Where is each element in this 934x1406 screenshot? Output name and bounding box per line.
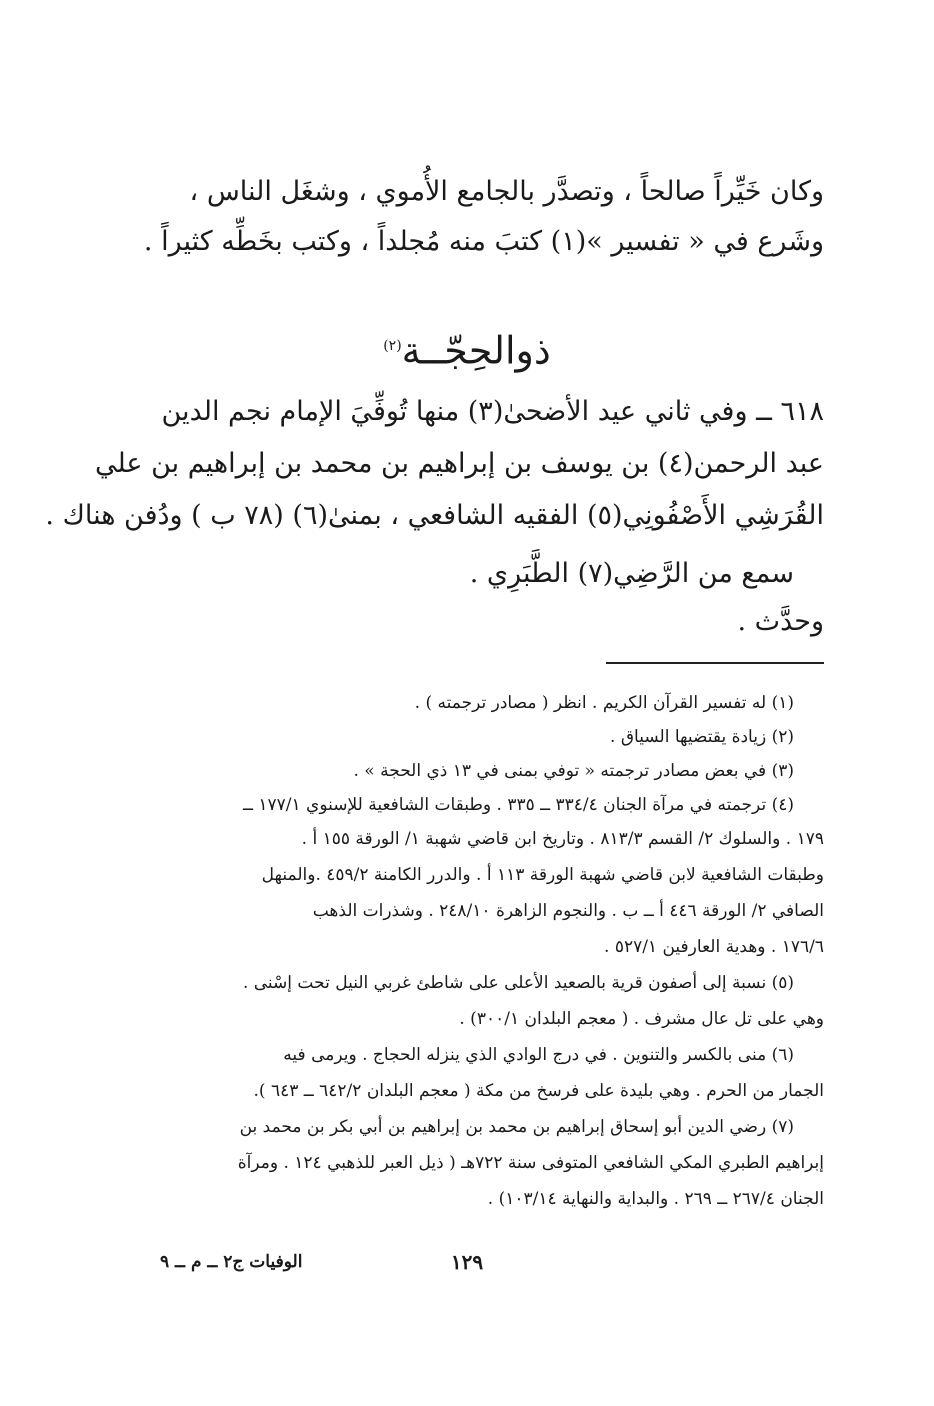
footnote-5-line-1: (٥) نسبة إلى أصفون قرية بالصعيد الأعلى على شاطئ غربي النيل تحت إسْنى . bbox=[242, 973, 794, 993]
section-title: ذوالحِجّــة bbox=[401, 328, 551, 373]
intro-line-1: وكان خَيِّراً صالحاً ، وتصدَّر بالجامع الأُموي ، وشغَل الناس ، bbox=[189, 176, 824, 207]
section-note-mark: (٢) bbox=[383, 338, 402, 354]
entry-line-5: وحدَّث . bbox=[737, 606, 824, 637]
intro-line-2: وشَرع في « تفسير »(١) كتبَ منه مُجلداً ، وكتب بخَطِّه كثيراً . bbox=[143, 226, 824, 257]
signature-mark: الوفيات ج٢ ــ م ــ ٩ bbox=[160, 1252, 303, 1272]
section-heading bbox=[0, 318, 934, 379]
footnote-2: (٢) زيادة يقتضيها السياق . bbox=[610, 727, 794, 747]
footnote-5-line-2: وهي على تل عال مشرف . ( معجم البلدان ٣٠٠/١) . bbox=[459, 1009, 824, 1029]
footnote-7-line-3: الجنان ٢٦٧/٤ ــ ٢٦٩ . والبداية والنهاية ١٠٣/١٤) . bbox=[487, 1189, 824, 1209]
entry-line-2: عبد الرحمن(٤) بن يوسف بن إبراهيم بن محمد بن إبراهيم بن علي bbox=[94, 448, 824, 479]
footnote-7-line-2: إبراهيم الطبري المكي الشافعي المتوفى سنة ٧٢٢هـ ( ذيل العبر للذهبي ١٢٤ . ومرآة bbox=[237, 1153, 824, 1173]
footnote-6-line-2: الجمار من الحرم . وهي بليدة على فرسخ من مكة ( معجم البلدان ٦٤٢/٢ ــ ٦٤٣ ). bbox=[253, 1081, 824, 1101]
footnote-4-line-1: (٤) ترجمته في مرآة الجنان ٣٣٤/٤ ــ ٣٣٥ . وطبقات الشافعية للإسنوي ١٧٧/١ ــ bbox=[243, 795, 794, 815]
footnote-1: (١) له تفسير القرآن الكريم . انظر ( مصادر ترجمته ) . bbox=[414, 693, 794, 713]
footnote-3: (٣) في بعض مصادر ترجمته « توفي بمنى في ١٣ ذي الحجة » . bbox=[353, 761, 794, 781]
footnote-4-line-2: ١٧٩ . والسلوك ٢/ القسم ٨١٣/٣ . وتاريخ ابن قاضي شهبة ١/ الورقة ١٥٥ أ . bbox=[301, 829, 824, 849]
entry-line-3: القُرَشِي الأَصْفُونِي(٥) الفقيه الشافعي ، بمنىٰ(٦) (٧٨ ب ) ودُفن هناك . bbox=[45, 500, 824, 531]
footnote-separator bbox=[606, 662, 824, 664]
entry-line-1: ٦١٨ ــ وفي ثاني عيد الأضحىٰ(٣) منها تُوفِّيَ الإمام نجم الدين bbox=[161, 396, 824, 427]
footnote-4-line-5: ١٧٦/٦ . وهدية العارفين ٥٢٧/١ . bbox=[604, 937, 824, 957]
footnote-4-line-4: الصافي ٢/ الورقة ٤٤٦ أ ــ ب . والنجوم الزاهرة ٢٤٨/١٠ . وشذرات الذهب bbox=[312, 901, 824, 921]
footnote-6-line-1: (٦) منى بالكسر والتنوين . في درج الوادي الذي ينزله الحجاج . ويرمى فيه bbox=[283, 1045, 794, 1065]
footnote-4-line-3: وطبقات الشافعية لابن قاضي شهبة الورقة ١١٣ أ . والدرر الكامنة ٤٥٩/٢ .والمنهل bbox=[261, 865, 824, 885]
footnote-7-line-1: (٧) رضي الدين أبو إسحاق إبراهيم بن محمد بن إبراهيم بن أبي بكر بن محمد بن bbox=[239, 1117, 794, 1137]
entry-line-4: سمع من الرَّضِي(٧) الطَّبَرِي . bbox=[469, 558, 794, 589]
page-number: ١٢٩ bbox=[450, 1250, 484, 1274]
